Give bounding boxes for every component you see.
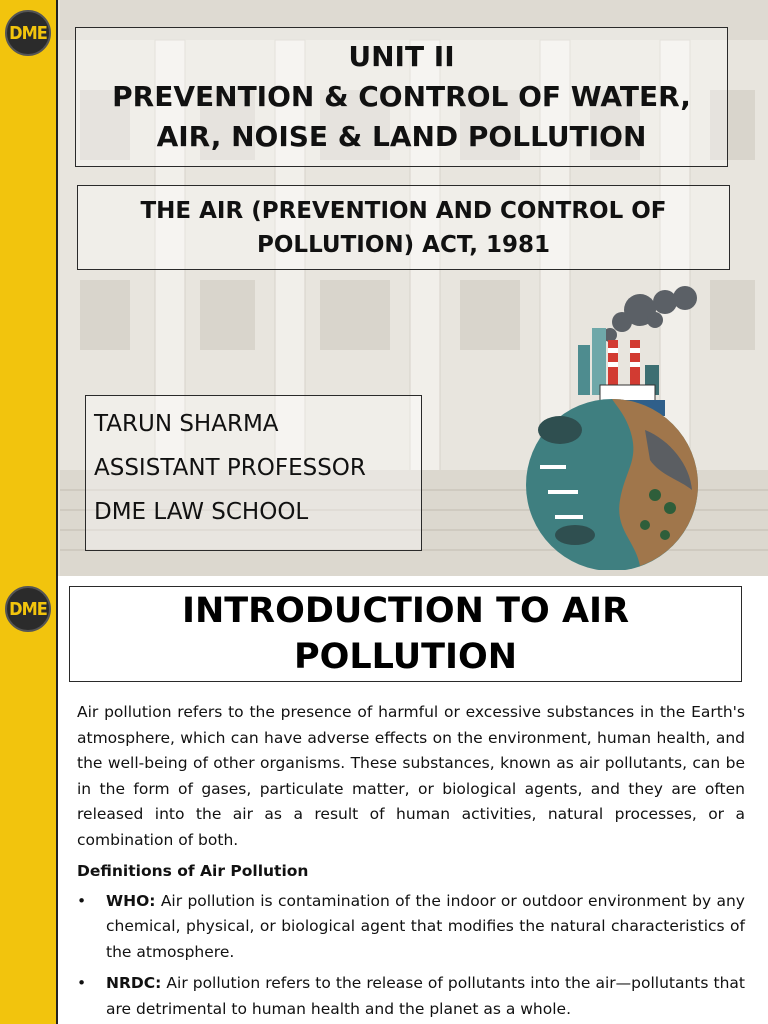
unit-title-line: UNIT II bbox=[348, 40, 455, 73]
definitions-heading: Definitions of Air Pollution bbox=[77, 862, 309, 880]
act-title-line: POLLUTION) ACT, 1981 bbox=[257, 231, 550, 258]
author-name: TARUN SHARMA bbox=[94, 411, 279, 437]
act-title-line: THE AIR (PREVENTION AND CONTROL OF bbox=[140, 197, 667, 224]
sidebar-stripe bbox=[0, 0, 58, 576]
sidebar-stripe bbox=[0, 576, 58, 1024]
logo-text: DME bbox=[9, 598, 47, 620]
definition-term: WHO: bbox=[106, 891, 156, 910]
heading-line: POLLUTION bbox=[293, 637, 518, 677]
unit-title-box bbox=[75, 27, 728, 167]
bullet-icon: • bbox=[77, 891, 87, 910]
definition-text: Air pollution is contamination of the indoor or outdoor environment by any chemical, physical, or biological agent that modifies the natural characteristics of the atmosphere. bbox=[106, 891, 745, 961]
unit-title-line: PREVENTION & CONTROL OF WATER, bbox=[112, 80, 691, 113]
act-title-box bbox=[77, 185, 730, 270]
definitions-list bbox=[77, 889, 745, 1023]
polluted-globe-illustration bbox=[520, 280, 710, 570]
bullet-icon: • bbox=[77, 974, 87, 992]
definition-item bbox=[77, 971, 745, 1022]
author-box bbox=[85, 395, 422, 551]
introduction-slide bbox=[0, 576, 768, 1024]
author-institution: DME LAW SCHOOL bbox=[94, 499, 309, 525]
slide-heading-box bbox=[69, 586, 742, 682]
definition-term: NRDC: bbox=[106, 974, 162, 992]
definition-item bbox=[77, 889, 745, 966]
dme-logo bbox=[5, 10, 51, 56]
definition-text: Air pollution refers to the release of pollutants into the air—pollutants that are detrimental to human health and the planet as a whole. bbox=[106, 974, 745, 1018]
dme-logo bbox=[5, 586, 51, 632]
logo-text: DME bbox=[9, 22, 47, 44]
unit-title-line: AIR, NOISE & LAND POLLUTION bbox=[156, 120, 647, 153]
heading-line: INTRODUCTION TO AIR bbox=[181, 591, 630, 631]
intro-paragraph: Air pollution refers to the presence of harmful or excessive substances in the Earth's atmosphere, which can have adverse effects on the environment, human health, and the well-being of other organisms. These substances, known as air pollutants, can be in the form of gases, particulate matter, or biological agents, and they are often released into the air as a result of human activities, natural processes, or a combination of both. bbox=[77, 703, 745, 849]
slide-body bbox=[77, 700, 745, 1024]
author-designation: ASSISTANT PROFESSOR bbox=[94, 455, 366, 481]
